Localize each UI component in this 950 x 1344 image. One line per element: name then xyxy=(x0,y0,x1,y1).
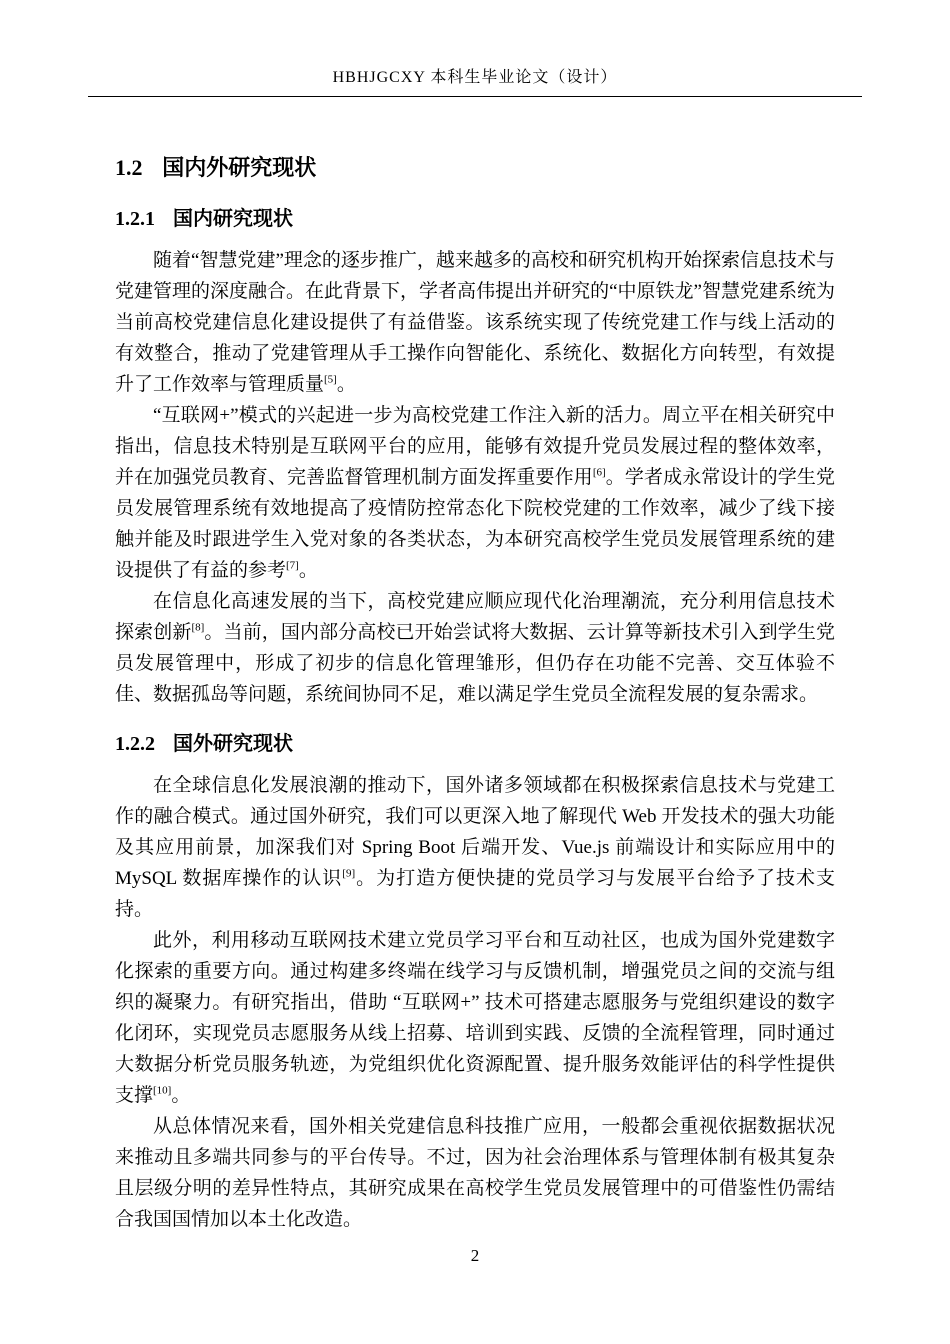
text-run: 从总体情况来看，国外相关党建信息科技推广应用，一般都会重视依据数据状况来推动且多端共同参与的平台传导。不过，因为社会治理体系与管理体制有极其复杂且层级分明的差异性特点，其研究成果在高校学生党员发展管理中的可借鉴性仍需结合我国国情加以本土化改造。 xyxy=(115,1116,835,1230)
text-run: 。为打造方便快捷的党员学习与发展平台给予了技术支持。 xyxy=(115,868,835,920)
text-run: 此外，利用移动互联网技术建立党员学习平台和互动社区，也成为国外党建数字化探索的重要方向。通过构建多终端在线学习与反馈机制，增强党员之间的交流与组织的凝聚力。有研究指出，借助 “互联网+” 技术可搭建志愿服务与党组织建设的数字化闭环，实现党员志愿服务从线上招募、培训到实践、反馈的全流程管理，同时通过大数据分析党员服务轨迹，为党组织优化资源配置、提升服务效能评估的科学性提供支撑 xyxy=(115,930,835,1106)
paragraph xyxy=(115,586,835,710)
subsection-number: 1.2.1 xyxy=(115,208,155,230)
text-run: 在全球信息化发展浪潮的推动下，国外诸多领域都在积极探索信息技术与党建工作的融合模式。通过国外研究，我们可以更深入地了解现代 Web 开发技术的强大功能及其应用前景，加深我们对 Spring Boot 后端开发、Vue.js 前端设计和实际应用中的 MySQL 数据库操作的认识 xyxy=(115,775,835,889)
citation-ref: [5] xyxy=(324,373,337,386)
subsections-container xyxy=(115,207,835,1235)
text-run: 。 xyxy=(336,374,356,395)
paragraph xyxy=(115,1111,835,1235)
page-header xyxy=(88,68,862,97)
subsection-number: 1.2.2 xyxy=(115,733,155,755)
text-run: 随着“智慧党建”理念的逐步推广，越来越多的高校和研究机构开始探索信息技术与党建管理的深度融合。在此背景下，学者高伟提出并研究的“中原铁龙”智慧党建系统为当前高校党建信息化建设提供了有益借鉴。该系统实现了传统党建工作与线上活动的有效整合，推动了党建管理从手工操作向智能化、系统化、数据化方向转型，有效提升了工作效率与管理质量 xyxy=(115,250,835,395)
citation-ref: [9] xyxy=(342,867,356,880)
page-footer xyxy=(0,1246,950,1266)
section-title: 国内外研究现状 xyxy=(162,155,317,180)
paragraph xyxy=(115,770,835,925)
paragraph xyxy=(115,925,835,1111)
section-number: 1.2 xyxy=(115,155,143,180)
subsection-title: 国内研究现状 xyxy=(173,208,293,230)
citation-ref: [8] xyxy=(191,621,205,634)
text-run: 在信息化高速发展的当下，高校党建应顺应现代化治理潮流，充分利用信息技术探索创新 xyxy=(115,591,835,643)
paragraph xyxy=(115,245,835,400)
text-run: “互联网+”模式的兴起进一步为高校党建工作注入新的活力。周立平在相关研究中指出，信息技术特别是互联网平台的应用，能够有效提升党员发展过程的整体效率，并在加强党员教育、完善监督管理机制方面发挥重要作用 xyxy=(115,405,835,488)
subsection-heading xyxy=(115,207,835,231)
section-heading xyxy=(115,154,835,181)
text-run: 。学者成永常设计的学生党员发展管理系统有效地提高了疫情防控常态化下院校党建的工作效率，减少了线下接触并能及时跟进学生入党对象的各类状态，为本研究高校学生党员发展管理系统的建设提供了有益的参考 xyxy=(115,467,835,581)
page-number: 2 xyxy=(470,1246,480,1265)
text-run: 。当前，国内部分高校已开始尝试将大数据、云计算等新技术引入到学生党员发展管理中，形成了初步的信息化管理雏形，但仍存在功能不完善、交互体验不佳、数据孤岛等问题，系统间协同不足，难以满足学生党员全流程发展的复杂需求。 xyxy=(115,622,835,705)
paragraph xyxy=(115,400,835,586)
document-content xyxy=(115,150,835,1235)
citation-ref: [6] xyxy=(592,466,606,479)
header-title: HBHJGCXY 本科生毕业论文（设计） xyxy=(332,69,618,86)
citation-ref: [10] xyxy=(153,1084,172,1097)
subsection-title: 国外研究现状 xyxy=(173,733,293,755)
citation-ref: [7] xyxy=(286,559,299,572)
text-run: 。 xyxy=(298,560,318,581)
subsection-heading xyxy=(115,732,835,756)
text-run: 。 xyxy=(171,1085,191,1106)
